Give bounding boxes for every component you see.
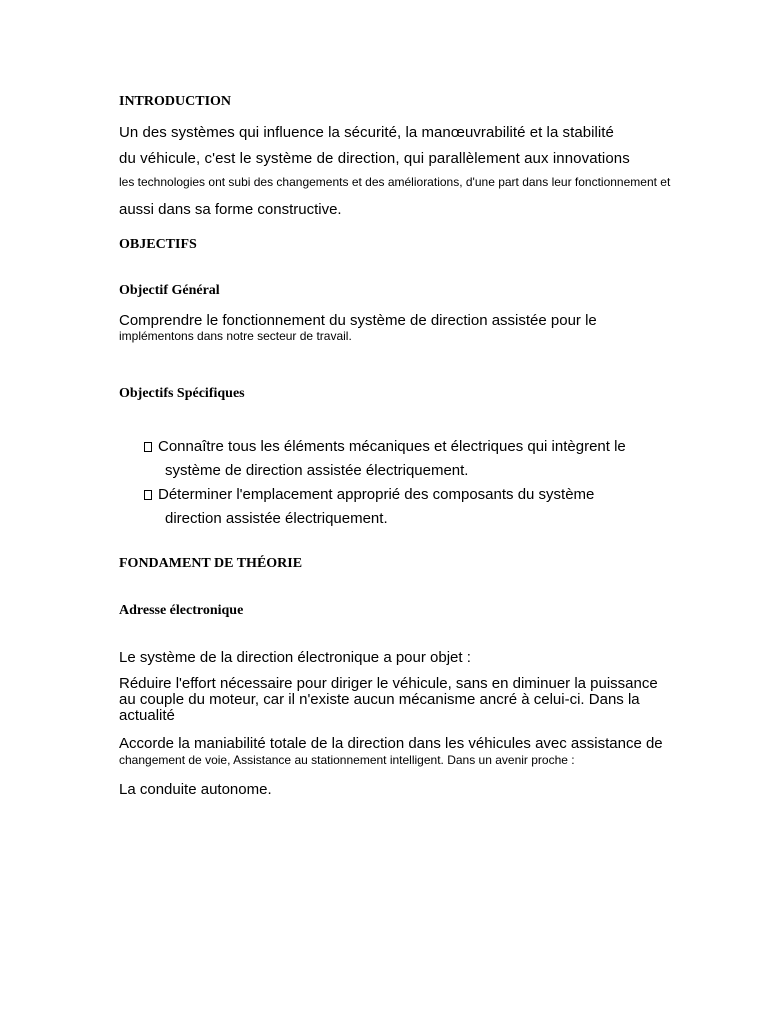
introduction-heading: INTRODUCTION — [119, 94, 232, 109]
adresse-electronique-heading: Adresse électronique — [119, 603, 244, 618]
adresse-para-1-line-2: au couple du moteur, car il n'existe aucun mécanisme ancré à celui-ci. Dans la — [119, 691, 640, 708]
objectifs-specifiques-heading: Objectifs Spécifiques — [119, 386, 245, 401]
introduction-line-2: du véhicule, c'est le système de direction, qui parallèlement aux innovations — [119, 150, 630, 167]
list-item — [144, 438, 626, 455]
list-item-text: Connaître tous les éléments mécaniques et électriques qui intègrent le — [158, 438, 626, 455]
adresse-para-1-line-3: actualité — [119, 707, 175, 724]
checkbox-bullet-icon — [144, 490, 152, 500]
introduction-line-3: les technologies ont subi des changements et des améliorations, d'une part dans leur fonctionnement et — [119, 175, 671, 189]
list-item-continuation: direction assistée électriquement. — [165, 510, 388, 527]
fondament-heading: FONDAMENT DE THÉORIE — [119, 556, 303, 571]
objectif-general-line-1: Comprendre le fonctionnement du système de direction assistée pour le — [119, 312, 597, 329]
list-item-text: Déterminer l'emplacement approprié des composants du système — [158, 486, 595, 503]
adresse-para-1-line-1: Réduire l'effort nécessaire pour diriger le véhicule, sans en diminuer la puissance — [119, 675, 658, 692]
checkbox-bullet-icon — [144, 442, 152, 452]
adresse-intro: Le système de la direction électronique a pour objet : — [119, 649, 471, 666]
objectif-general-line-2: implémentons dans notre secteur de travail. — [119, 329, 352, 343]
adresse-para-2-line-1: Accorde la maniabilité totale de la direction dans les véhicules avec assistance de — [119, 735, 663, 752]
objectifs-heading: OBJECTIFS — [119, 237, 197, 252]
list-item-continuation: système de direction assistée électriquement. — [165, 462, 469, 479]
objectif-general-heading: Objectif Général — [119, 283, 220, 298]
introduction-line-4: aussi dans sa forme constructive. — [119, 201, 342, 218]
introduction-line-1: Un des systèmes qui influence la sécurité, la manœuvrabilité et la stabilité — [119, 124, 614, 141]
adresse-para-2-line-2: changement de voie, Assistance au stationnement intelligent. Dans un avenir proche : — [119, 753, 575, 767]
adresse-para-3: La conduite autonome. — [119, 781, 272, 798]
list-item — [144, 486, 594, 503]
